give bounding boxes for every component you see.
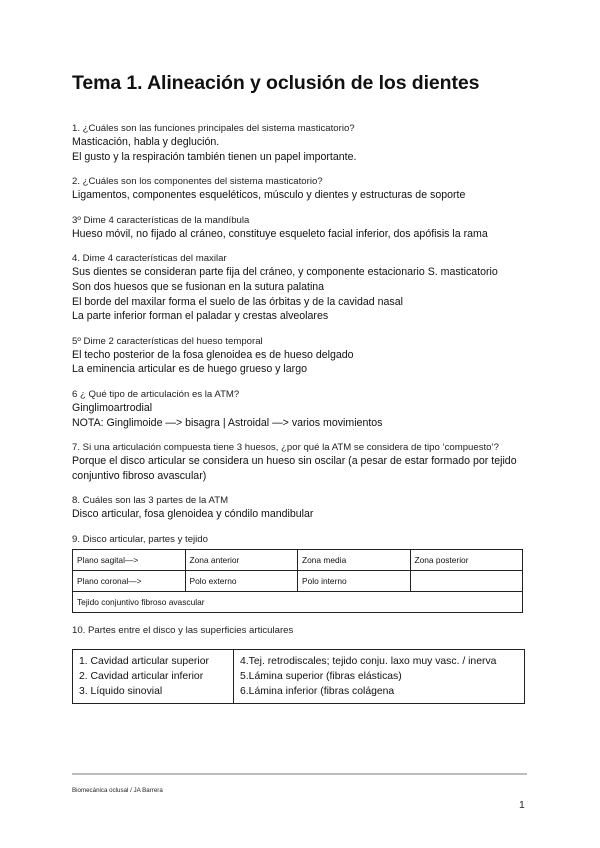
answer-line: La parte inferior forman el paladar y crestas alveolares: [72, 310, 329, 323]
answer-line: Masticación, habla y deglución.: [72, 136, 220, 148]
table-cell: Zona anterior: [185, 549, 298, 570]
question-6: [72, 388, 532, 430]
parts-box: [72, 649, 525, 704]
parts-column-right: [234, 650, 524, 703]
disc-table: [72, 549, 523, 613]
answer-line: NOTA: Ginglimoide —> bisagra | Astroidal —> varios movimientos: [72, 416, 383, 429]
question-title: 8. Cuáles son las 3 partes de la ATM: [72, 495, 229, 507]
answer-line: Ligamentos, componentes esqueléticos, músculo y dientes y estructuras de soporte: [72, 189, 466, 202]
table-cell: Plano coronal—>: [73, 570, 186, 591]
question-title: 10. Partes entre el disco y las superficies articulares: [72, 624, 294, 636]
page-title: Tema 1. Alineación y oclusión de los dientes: [72, 72, 480, 94]
answer-line: El gusto y la respiración también tienen un papel importante.: [72, 150, 357, 163]
table-row: [73, 591, 523, 612]
table-cell: Zona posterior: [410, 549, 523, 570]
question-title: 9. Disco articular, partes y tejido: [72, 533, 208, 545]
list-item: 2. Cavidad articular inferior: [79, 670, 204, 682]
list-item: 5.Lámina superior (fibras elásticas): [240, 670, 402, 682]
table-cell: [410, 570, 523, 591]
page-number: 1: [519, 799, 525, 811]
question-title: 6 ¿ Qué tipo de articulación es la ATM?: [72, 388, 240, 400]
answer-line: La eminencia articular es de huego grueso y largo: [72, 363, 307, 376]
footer-text: Biomecánica oclusal / JA Barrera: [72, 787, 163, 794]
table-row: [73, 549, 523, 570]
question-10: [72, 624, 532, 704]
table-cell: Zona media: [298, 549, 411, 570]
table-cell: Polo interno: [298, 570, 411, 591]
question-title: 7. Si una articulación compuesta tiene 3 huesos, ¿por qué la ATM se considera de tipo ‘compuesto’?: [72, 442, 499, 454]
answer-line: Hueso móvil, no fijado al cráneo, constituye esqueleto facial inferior, dos apófisis la rama: [72, 227, 488, 240]
answer-line: El techo posterior de la fosa glenoidea es de hueso delgado: [72, 348, 354, 361]
question-title: 3º Dime 4 características de la mandíbula: [72, 214, 250, 226]
list-item: 1. Cavidad articular superior: [79, 655, 209, 667]
list-item: 6.Lámina inferior (fibras colágena: [240, 685, 395, 697]
answer-line: Sus dientes se consideran parte fija del cráneo, y componente estacionario S. masticatorio: [72, 266, 498, 279]
footer-divider: [72, 773, 527, 775]
question-8: [72, 494, 532, 522]
question-title: 2. ¿Cuáles son los componentes del sistema masticatorio?: [72, 176, 323, 188]
question-9: [72, 533, 532, 613]
list-item: 3. Líquido sinovial: [79, 685, 163, 697]
parts-column-left: [73, 650, 234, 703]
answer-line: Ginglimoartrodial: [72, 401, 153, 414]
answer-line: El borde del maxilar forma el suelo de las órbitas y de la cavidad nasal: [72, 295, 403, 308]
list-item: 4.Tej. retrodiscales; tejido conju. laxo muy vasc. / inerva: [240, 655, 497, 667]
question-7: [72, 441, 532, 483]
document-body: [72, 122, 532, 715]
table-row: [73, 570, 523, 591]
table-cell: Plano sagital—>: [73, 549, 186, 570]
answer-line: Porque el disco articular se considera un hueso sin oscilar (a pesar de estar formado por tejido conjuntivo fibroso avascular): [72, 455, 517, 482]
question-title: 4. Dime 4 características del maxilar: [72, 253, 227, 265]
question-5: [72, 335, 532, 377]
answer-line: Disco articular, fosa glenoidea y cóndilo mandibular: [72, 508, 314, 521]
question-title: 5º Dime 2 características del hueso temporal: [72, 335, 263, 347]
answer-line: Son dos huesos que se fusionan en la sutura palatina: [72, 280, 325, 293]
question-1: [72, 122, 532, 164]
question-3: [72, 214, 532, 242]
question-4: [72, 252, 532, 323]
question-title: 1. ¿Cuáles son las funciones principales del sistema masticatorio?: [72, 123, 355, 134]
table-cell: Tejido conjuntivo fibroso avascular: [73, 591, 523, 612]
table-cell: Polo externo: [185, 570, 298, 591]
question-2: [72, 175, 532, 203]
